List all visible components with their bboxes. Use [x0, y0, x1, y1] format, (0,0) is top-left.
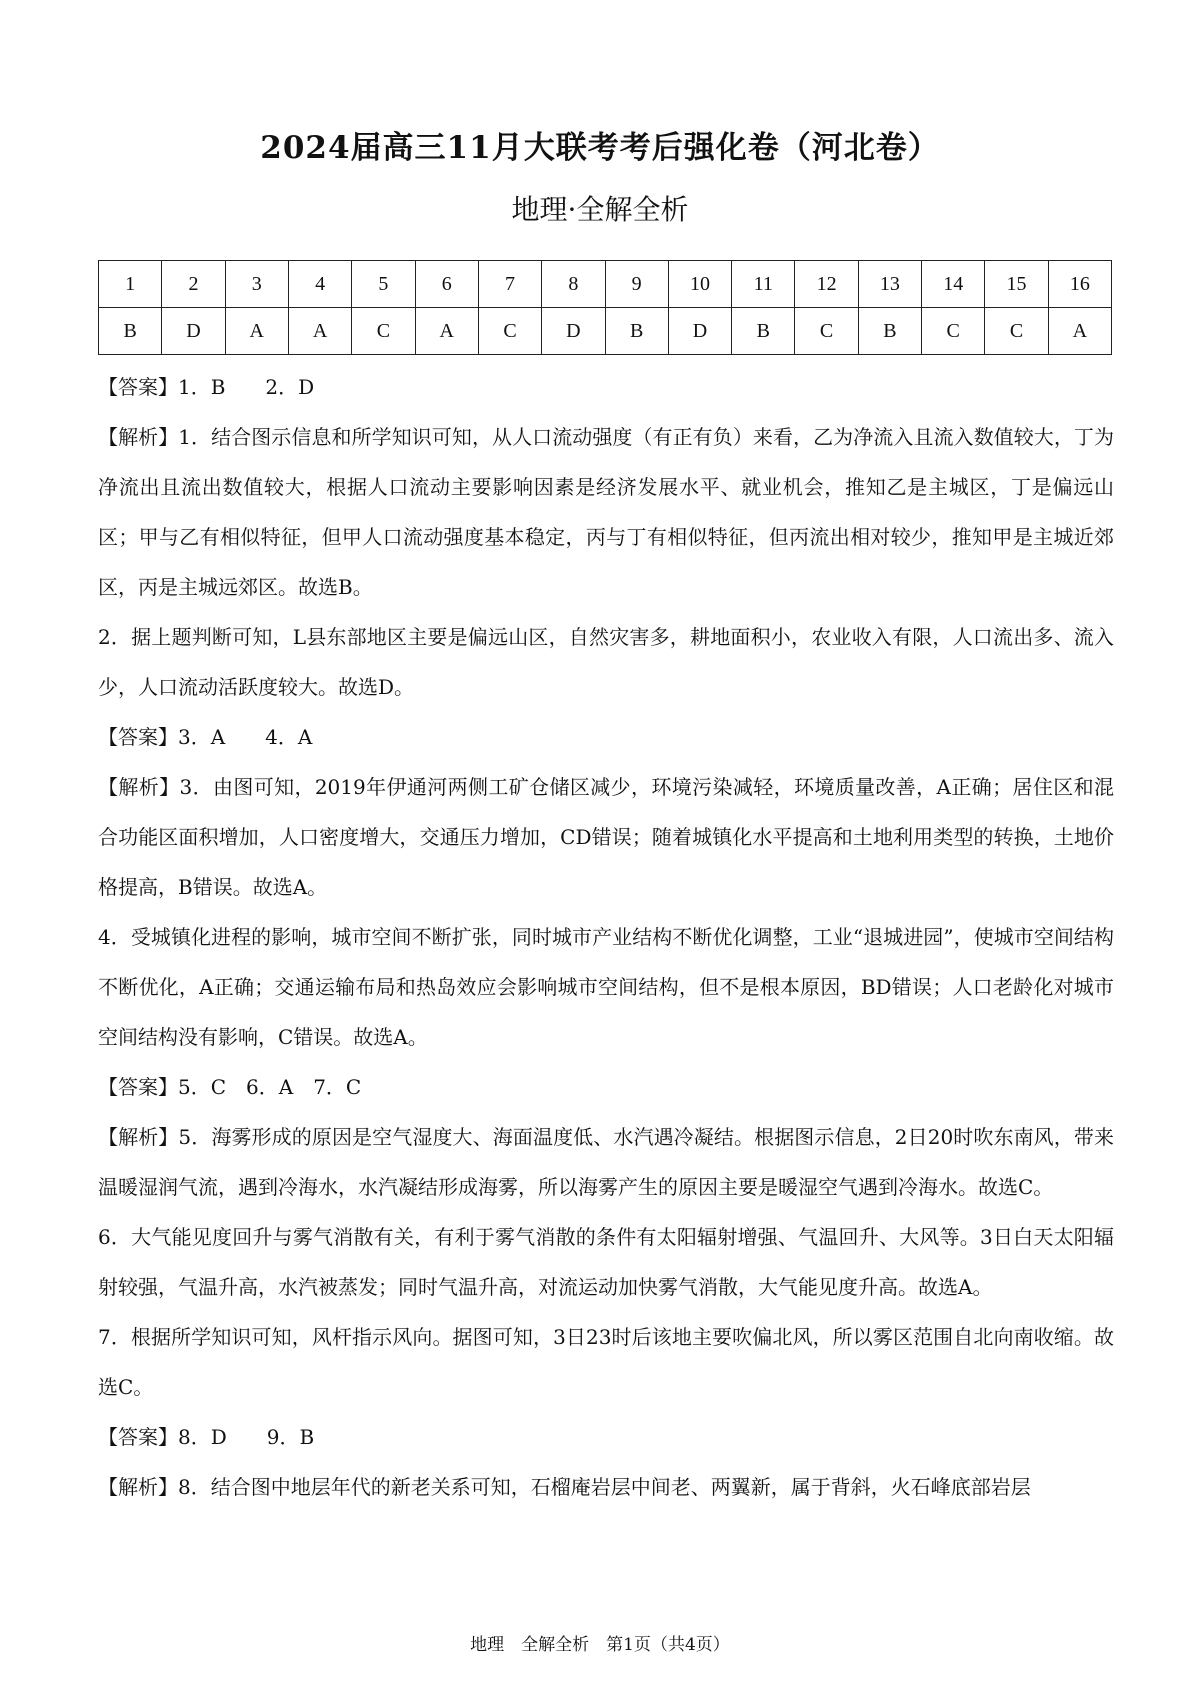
question-number: 9: [605, 261, 668, 308]
explanation-body: [98, 362, 1114, 1512]
answer-cell: C: [922, 308, 985, 355]
answer-cell: B: [732, 308, 795, 355]
explanation-paragraph: 【解析】1．结合图示信息和所学知识可知，从人口流动强度（有正有负）来看，乙为净流入且流入数值较大，丁为净流出且流出数值较大，根据人口流动主要影响因素是经济发展水平、就业机会，推知乙是主城区，丁是偏远山区；甲与乙有相似特征，但甲人口流动强度基本稳定，丙与丁有相似特征，但丙流出相对较少，推知甲是主城近郊区，丙是主城远郊区。故选B。: [98, 425, 1114, 599]
answer-cell: A: [225, 308, 288, 355]
answer-cell: B: [99, 308, 162, 355]
explanation-paragraph: 2．据上题判断可知，L县东部地区主要是偏远山区，自然灾害多，耕地面积小，农业收入有限，人口流出多、流入少，人口流动活跃度较大。故选D。: [98, 625, 1114, 699]
answer-cell: C: [985, 308, 1048, 355]
question-number: 12: [795, 261, 858, 308]
question-number: 16: [1048, 261, 1111, 308]
answer-table-number-row: [99, 261, 1112, 308]
answer-table: [98, 260, 1112, 355]
answer-cell: B: [858, 308, 921, 355]
answer-cell: C: [352, 308, 415, 355]
answer-cell: B: [605, 308, 668, 355]
page-footer: 地理 全解全析 第1页（共4页）: [470, 1635, 730, 1655]
explanation-paragraph: 【解析】8．结合图中地层年代的新老关系可知，石榴庵岩层中间老、两翼新，属于背斜，火石峰底部岩层: [98, 1475, 1031, 1499]
answer-cell: D: [668, 308, 731, 355]
answer-cell: A: [1048, 308, 1111, 355]
answer-line: 【答案】5．C 6．A 7．C: [98, 1075, 362, 1099]
question-number: 10: [668, 261, 731, 308]
explanation-paragraph: 6．大气能见度回升与雾气消散有关，有利于雾气消散的条件有太阳辐射增强、气温回升、大风等。3日白天太阳辐射较强，气温升高，水汽被蒸发；同时气温升高，对流运动加快雾气消散，大气能见度升高。故选A。: [98, 1225, 1114, 1299]
document-subtitle: 地理·全解全析: [511, 193, 689, 226]
answer-cell: A: [288, 308, 351, 355]
explanation-paragraph: 【解析】3．由图可知，2019年伊通河两侧工矿仓储区减少，环境污染减轻，环境质量改善，A正确；居住区和混合功能区面积增加，人口密度增大，交通压力增加，CD错误；随着城镇化水平提高和土地利用类型的转换，土地价格提高，B错误。故选A。: [98, 775, 1114, 899]
question-number: 5: [352, 261, 415, 308]
question-number: 8: [542, 261, 605, 308]
answer-cell: D: [542, 308, 605, 355]
question-number: 13: [858, 261, 921, 308]
explanation-paragraph: 4．受城镇化进程的影响，城市空间不断扩张，同时城市产业结构不断优化调整，工业“退城进园”，使城市空间结构不断优化，A正确；交通运输布局和热岛效应会影响城市空间结构，但不是根本原因，BD错误；人口老龄化对城市空间结构没有影响，C错误。故选A。: [98, 925, 1114, 1049]
document-title: 2024届高三11月大联考考后强化卷（河北卷）: [260, 130, 940, 166]
answer-table-answer-row: [99, 308, 1112, 355]
question-number: 2: [162, 261, 225, 308]
answer-cell: D: [162, 308, 225, 355]
answer-cell: A: [415, 308, 478, 355]
question-number: 11: [732, 261, 795, 308]
answer-line: 【答案】1．B 2．D: [98, 375, 315, 399]
question-number: 1: [99, 261, 162, 308]
answer-line: 【答案】8．D 9．B: [98, 1425, 315, 1449]
question-number: 6: [415, 261, 478, 308]
explanation-paragraph: 7．根据所学知识可知，风杆指示风向。据图可知，3日23时后该地主要吹偏北风，所以雾区范围自北向南收缩。故选C。: [98, 1325, 1114, 1399]
question-number: 14: [922, 261, 985, 308]
question-number: 7: [478, 261, 541, 308]
question-number: 4: [288, 261, 351, 308]
question-number: 15: [985, 261, 1048, 308]
explanation-paragraph: 【解析】5．海雾形成的原因是空气湿度大、海面温度低、水汽遇冷凝结。根据图示信息，2日20时吹东南风，带来温暖湿润气流，遇到冷海水，水汽凝结形成海雾，所以海雾产生的原因主要是暖湿空气遇到冷海水。故选C。: [98, 1125, 1114, 1199]
answer-line: 【答案】3．A 4．A: [98, 725, 313, 749]
answer-cell: C: [795, 308, 858, 355]
answer-cell: C: [478, 308, 541, 355]
question-number: 3: [225, 261, 288, 308]
